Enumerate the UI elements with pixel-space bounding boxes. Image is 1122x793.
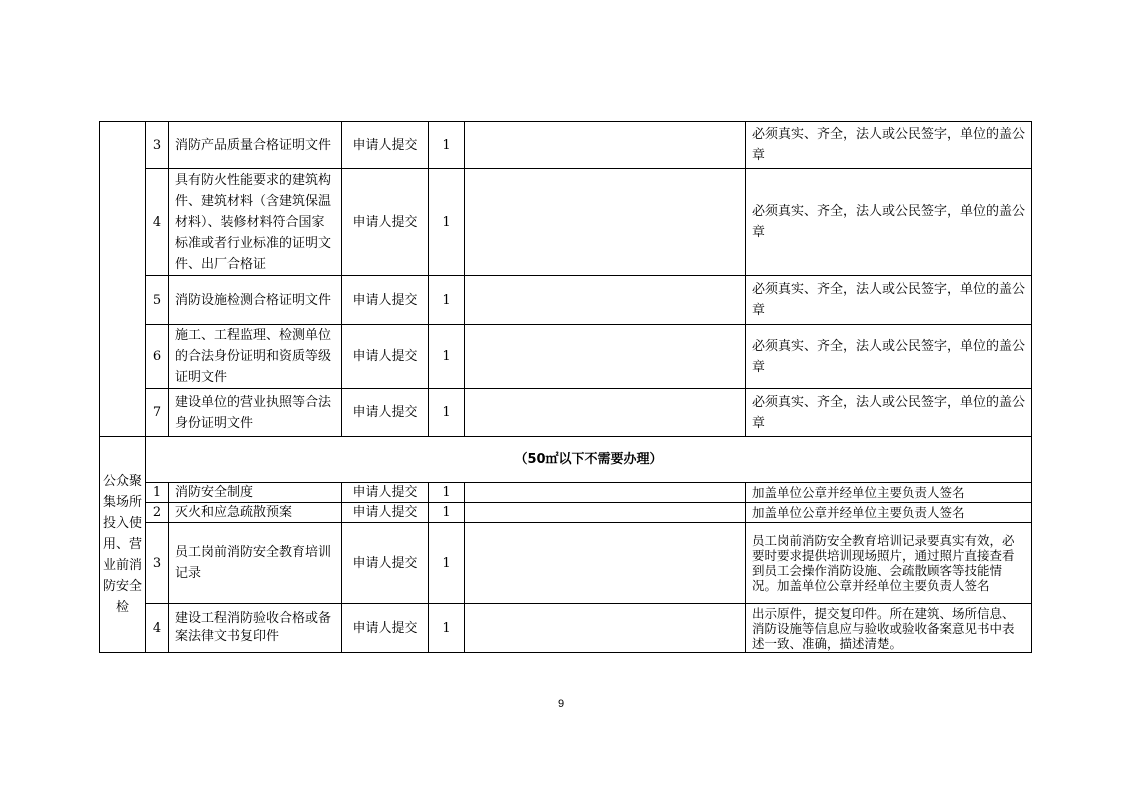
item-number: 6 (146, 325, 169, 389)
material-source: 申请人提交 (342, 122, 429, 169)
material-source: 申请人提交 (342, 604, 429, 653)
material-quantity: 1 (429, 483, 465, 503)
requirement-text: 必须真实、齐全，法人或公民签字，单位的盖公章 (746, 276, 1032, 325)
material-source: 申请人提交 (342, 523, 429, 604)
material-name: 消防设施检测合格证明文件 (169, 276, 342, 325)
requirement-text: 必须真实、齐全，法人或公民签字，单位的盖公章 (746, 169, 1032, 276)
material-quantity: 1 (429, 523, 465, 604)
material-name: 建设工程消防验收合格或备案法律文书复印件 (169, 604, 342, 653)
item-number: 2 (146, 503, 169, 523)
notes-cell (465, 325, 746, 389)
material-name: 灭火和应急疏散预案 (169, 503, 342, 523)
requirement-text: 员工岗前消防安全教育培训记录要真实有效，必要时要求提供培训现场照片，通过照片直接查看到员工会操作消防设施、会疏散顾客等技能情况。加盖单位公章并经单位主要负责人签名 (746, 523, 1032, 604)
material-name: 施工、工程监理、检测单位的合法身份证明和资质等级证明文件 (169, 325, 342, 389)
notes-cell (465, 169, 746, 276)
material-source: 申请人提交 (342, 483, 429, 503)
material-source: 申请人提交 (342, 276, 429, 325)
requirements-table (99, 121, 1032, 653)
requirement-text: 加盖单位公章并经单位主要负责人签名 (746, 483, 1032, 503)
material-name: 员工岗前消防安全教育培训记录 (169, 523, 342, 604)
material-source: 申请人提交 (342, 169, 429, 276)
requirement-text: 加盖单位公章并经单位主要负责人签名 (746, 503, 1032, 523)
requirement-text: 必须真实、齐全，法人或公民签字，单位的盖公章 (746, 325, 1032, 389)
page-number: 9 (557, 698, 565, 710)
material-quantity: 1 (429, 604, 465, 653)
material-quantity: 1 (429, 325, 465, 389)
notes-cell (465, 483, 746, 503)
material-source: 申请人提交 (342, 325, 429, 389)
notes-cell (465, 122, 746, 169)
table-row (100, 169, 1032, 276)
table-row (100, 503, 1032, 523)
notes-cell (465, 523, 746, 604)
requirement-text: 出示原件，提交复印件。所在建筑、场所信息、消防设施等信息应与验收或验收备案意见书中表述一致、准确，描述清楚。 (746, 604, 1032, 653)
notes-cell (465, 276, 746, 325)
material-name: 建设单位的营业执照等合法身份证明文件 (169, 389, 342, 437)
notes-cell (465, 503, 746, 523)
material-quantity: 1 (429, 503, 465, 523)
category-label: 公众聚集场所投入使用、营业前消防安全检 (100, 437, 146, 653)
material-quantity: 1 (429, 122, 465, 169)
notes-cell (465, 389, 746, 437)
material-name: 消防安全制度 (169, 483, 342, 503)
item-number: 1 (146, 483, 169, 503)
material-name: 具有防火性能要求的建筑构件、建筑材料（含建筑保温材料）、装修材料符合国家标准或者行业标准的证明文件、出厂合格证 (169, 169, 342, 276)
material-quantity: 1 (429, 169, 465, 276)
item-number: 3 (146, 523, 169, 604)
item-number: 7 (146, 389, 169, 437)
material-name: 消防产品质量合格证明文件 (169, 122, 342, 169)
table-row (100, 276, 1032, 325)
item-number: 4 (146, 169, 169, 276)
material-source: 申请人提交 (342, 503, 429, 523)
requirement-text: 必须真实、齐全，法人或公民签字，单位的盖公章 (746, 122, 1032, 169)
item-number: 5 (146, 276, 169, 325)
material-source: 申请人提交 (342, 389, 429, 437)
requirement-text: 必须真实、齐全，法人或公民签字，单位的盖公章 (746, 389, 1032, 437)
material-quantity: 1 (429, 389, 465, 437)
item-number: 3 (146, 122, 169, 169)
table-row (100, 122, 1032, 169)
table-row (100, 483, 1032, 503)
notes-cell (465, 604, 746, 653)
item-number: 4 (146, 604, 169, 653)
material-quantity: 1 (429, 276, 465, 325)
table-row (100, 604, 1032, 653)
category-cell-empty (100, 122, 146, 437)
table-row (100, 523, 1032, 604)
table-row (100, 437, 1032, 483)
exemption-banner: （50㎡以下不需要办理） (146, 437, 1032, 483)
table-row (100, 325, 1032, 389)
table-row (100, 389, 1032, 437)
